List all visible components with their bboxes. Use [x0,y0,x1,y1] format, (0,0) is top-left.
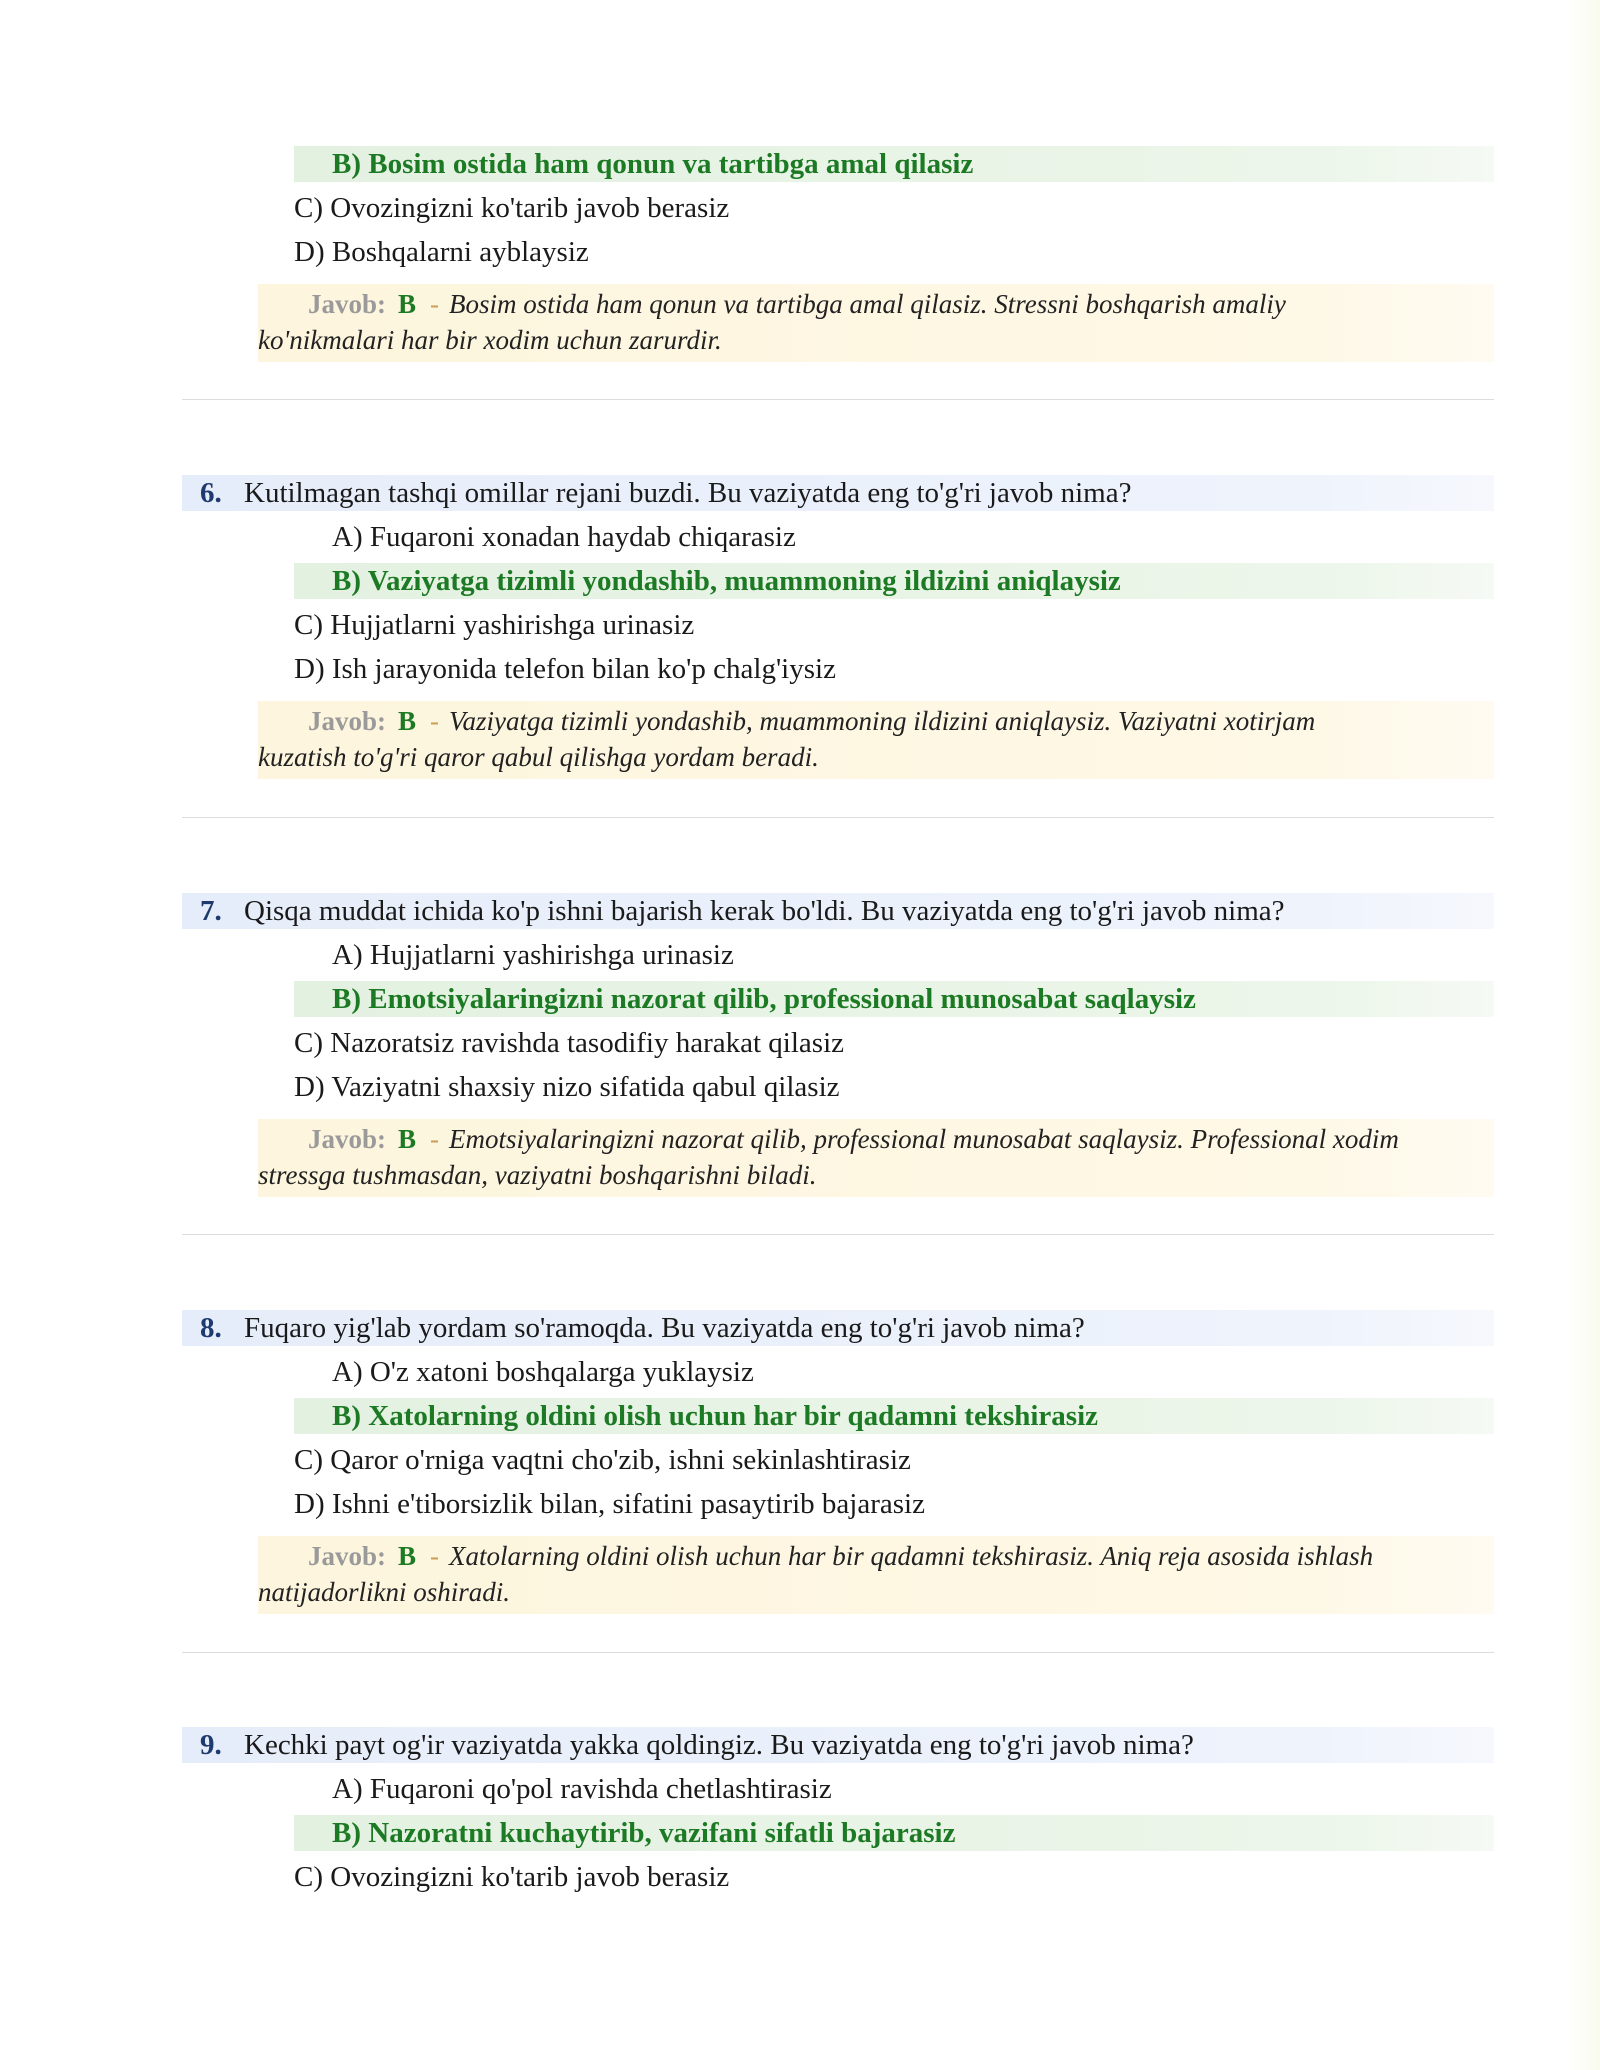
answer-key: B [398,289,417,319]
question-divider [182,1234,1494,1235]
question-number: 7. [200,895,222,927]
question-text: Kechki payt og'ir vaziyatda yakka qoldingiz. Bu vaziyatda eng to'g'ri javob nima? [244,1729,1194,1761]
option-c: C) Qaror o'rniga vaqtni cho'zib, ishni sekinlashtirasiz [294,1444,911,1476]
answer-key: B [398,1541,417,1571]
answer-explanation-cont: ko'nikmalari har bir xodim uchun zarurdir. [258,325,722,355]
answer-dash: - [430,1124,440,1154]
question-block-7 [182,893,1494,1197]
option-b-correct: B) Emotsiyalaringizni nazorat qilib, professional munosabat saqlaysiz [294,981,1494,1017]
answer-key: B [398,1124,417,1154]
answer-box [258,1536,1494,1614]
answer-label: Javob: [308,1541,387,1571]
answer-explanation: Xatolarning oldini olish uchun har bir qadamni tekshirasiz. Aniq reja asosida ishlash [449,1541,1374,1571]
option-b-correct: B) Vaziyatga tizimli yondashib, muammoning ildizini aniqlaysiz [294,563,1494,599]
question-header [182,475,1494,511]
question-number: 6. [200,477,222,509]
question-divider [182,1652,1494,1653]
question-text: Kutilmagan tashqi omillar rejani buzdi. Bu vaziyatda eng to'g'ri javob nima? [244,477,1132,509]
question-number: 8. [200,1312,222,1344]
answer-box [258,701,1494,779]
option-d: D) Ishni e'tiborsizlik bilan, sifatini pasaytirib bajarasiz [294,1488,925,1520]
option-b-correct: B) Bosim ostida ham qonun va tartibga amal qilasiz [294,146,1494,182]
option-d: D) Vaziyatni shaxsiy nizo sifatida qabul qilasiz [294,1071,840,1103]
option-c: C) Ovozingizni ko'tarib javob berasiz [294,1861,730,1893]
answer-explanation-cont: stressga tushmasdan, vaziyatni boshqarishni biladi. [258,1160,817,1190]
question-block-9 [182,1727,1494,1895]
option-b-correct: B) Xatolarning oldini olish uchun har bir qadamni tekshirasiz [294,1398,1494,1434]
answer-box [258,1119,1494,1197]
option-d: D) Boshqalarni ayblaysiz [294,236,589,268]
answer-explanation-cont: kuzatish to'g'ri qaror qabul qilishga yordam beradi. [258,742,819,772]
question-number: 9. [200,1729,222,1761]
answer-label: Javob: [308,1124,387,1154]
answer-explanation-cont: natijadorlikni oshiradi. [258,1577,511,1607]
option-a: A) Fuqaroni xonadan haydab chiqarasiz [332,521,796,553]
answer-dash: - [430,289,440,319]
answer-box [258,284,1494,362]
answer-explanation: Vaziyatga tizimli yondashib, muammoning ildizini aniqlaysiz. Vaziyatni xotirjam [449,706,1316,736]
answer-dash: - [430,1541,440,1571]
question-divider [182,817,1494,818]
question-text: Fuqaro yig'lab yordam so'ramoqda. Bu vaziyatda eng to'g'ri javob nima? [244,1312,1085,1344]
answer-dash: - [430,706,440,736]
question-block-8 [182,1310,1494,1614]
option-c: C) Ovozingizni ko'tarib javob berasiz [294,192,730,224]
answer-explanation: Bosim ostida ham qonun va tartibga amal qilasiz. Stressni boshqarish amaliy [449,289,1286,319]
answer-explanation: Emotsiyalaringizni nazorat qilib, professional munosabat saqlaysiz. Professional xodim [449,1124,1399,1154]
answer-label: Javob: [308,289,387,319]
question-block-6 [182,475,1494,779]
option-a: A) Hujjatlarni yashirishga urinasiz [332,939,734,971]
option-a: A) O'z xatoni boshqalarga yuklaysiz [332,1356,754,1388]
option-c: C) Hujjatlarni yashirishga urinasiz [294,609,695,641]
question-divider [182,399,1494,400]
question-header [182,893,1494,929]
option-b-correct: B) Nazoratni kuchaytirib, vazifani sifatli bajarasiz [294,1815,1494,1851]
question-block-prev [182,146,1494,362]
answer-label: Javob: [308,706,387,736]
option-d: D) Ish jarayonida telefon bilan ko'p chalg'iysiz [294,653,836,685]
question-text: Qisqa muddat ichida ko'p ishni bajarish kerak bo'ldi. Bu vaziyatda eng to'g'ri javob nima? [244,895,1285,927]
answer-key: B [398,706,417,736]
question-header [182,1310,1494,1346]
option-c: C) Nazoratsiz ravishda tasodifiy harakat qilasiz [294,1027,844,1059]
question-header [182,1727,1494,1763]
option-a: A) Fuqaroni qo'pol ravishda chetlashtirasiz [332,1773,832,1805]
